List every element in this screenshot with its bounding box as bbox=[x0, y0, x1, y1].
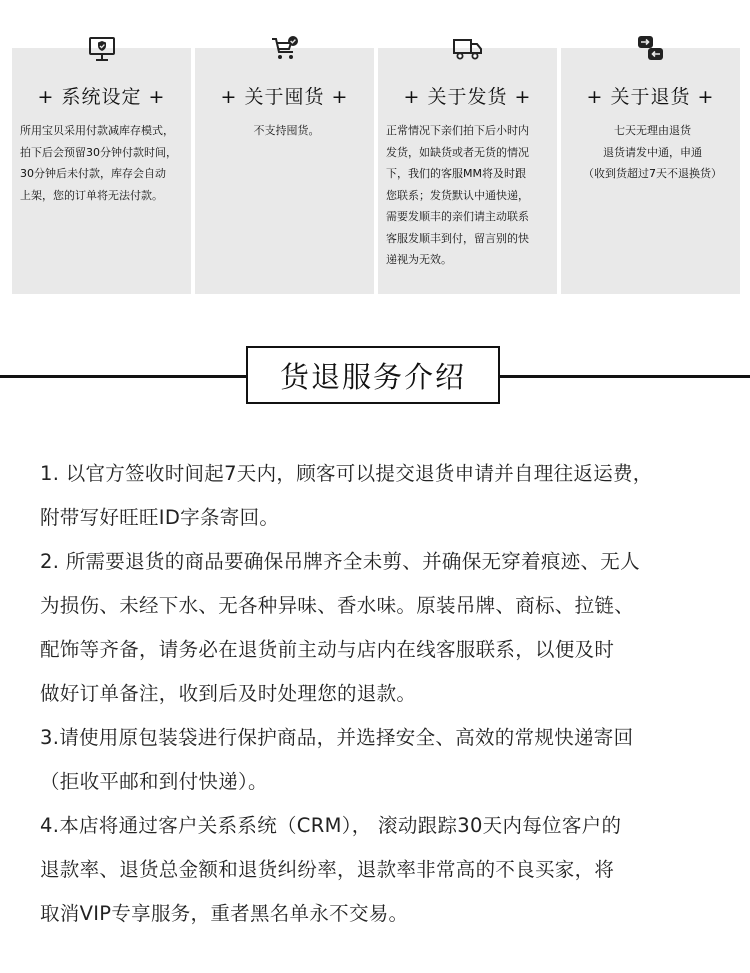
rule-line: 配饰等齐备，请务必在退货前主动与店内在线客服联系，以便及时 bbox=[40, 638, 615, 661]
return-rules bbox=[40, 452, 740, 936]
rule-line: 附带写好旺旺ID字条寄回。 bbox=[40, 506, 280, 529]
rule-line: 做好订单备注，收到后及时处理您的退款。 bbox=[40, 682, 417, 705]
card-description: 七天无理由退货 退货请发中通，申通 （收到货超过7天不退换货） bbox=[583, 124, 722, 180]
card-description: 不支持囤货。 bbox=[253, 124, 320, 137]
rule-line: 3.请使用原包装袋进行保护商品，并选择安全、高效的常规快递寄回 bbox=[40, 726, 634, 749]
rule-line: 1. 以官方签收时间起7天内，顾客可以提交退货申请并自理往返运费， bbox=[40, 462, 653, 485]
policy-cards bbox=[12, 48, 746, 294]
rule-line: 4.本店将通过客户关系系统（CRM）， 滚动跟踪30天内每位客户的 bbox=[40, 814, 622, 837]
card-description: 正常情况下亲们拍下后小时内 发货，如缺货或者无货的情况 下，我们的客服MM将及时跟 您联系；发货默认中通快递， 需要发顺丰的亲们请主动联系 客服发顺丰到付，留言别的快 递视为无效。 bbox=[386, 124, 529, 266]
card-shipping bbox=[378, 48, 557, 294]
section-divider-right bbox=[500, 375, 750, 378]
section-divider-left bbox=[0, 375, 246, 378]
card-stockpiling bbox=[195, 48, 374, 294]
monitor-check-icon bbox=[84, 34, 120, 64]
rule-line: 取消VIP专享服务，重者黑名单永不交易。 bbox=[40, 902, 409, 925]
rule-line: 2. 所需要退货的商品要确保吊牌齐全未剪、并确保无穿着痕迹、无人 bbox=[40, 550, 640, 573]
exchange-icon bbox=[633, 34, 669, 64]
rule-line: （拒收平邮和到付快递）。 bbox=[40, 770, 268, 793]
card-returns bbox=[561, 48, 740, 294]
rule-line: 退款率、退货总金额和退货纠纷率，退款率非常高的不良买家，将 bbox=[40, 858, 615, 881]
rule-line: 为损伤、未经下水、无各种异味、香水味。原装吊牌、商标、拉链、 bbox=[40, 594, 635, 617]
cart-check-icon bbox=[267, 34, 303, 64]
card-title: + 系统设定 + bbox=[37, 86, 166, 108]
truck-icon bbox=[450, 34, 486, 64]
section-title: 货退服务介绍 bbox=[246, 346, 500, 404]
card-description: 所用宝贝采用付款减库存模式， 拍下后会预留30分钟付款时间， 30分钟后未付款，库存会自动 上架，您的订单将无法付款。 bbox=[20, 124, 177, 202]
card-title: + 关于发货 + bbox=[403, 86, 532, 108]
card-title: + 关于囤货 + bbox=[220, 86, 349, 108]
card-title: + 关于退货 + bbox=[586, 86, 715, 108]
card-system-settings bbox=[12, 48, 191, 294]
